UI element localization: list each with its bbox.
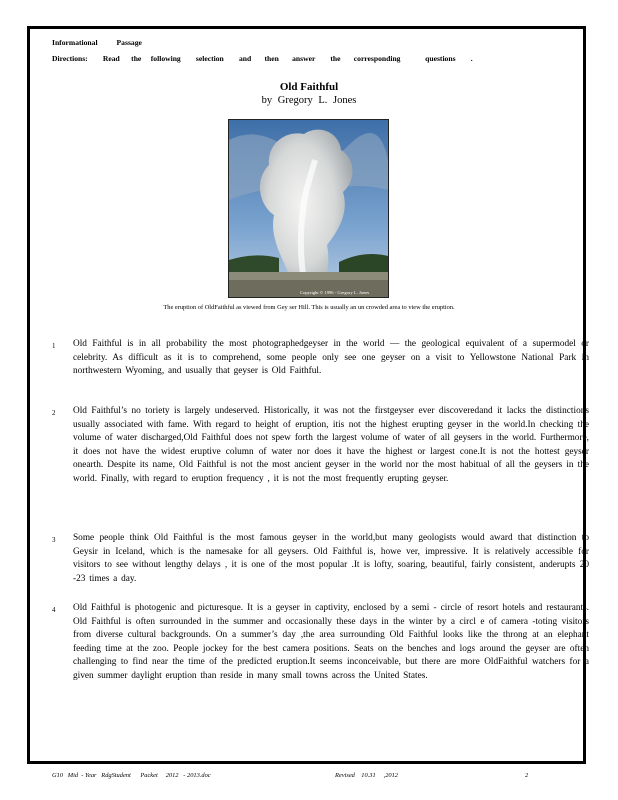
photo-credit: Copyright © 1996 - Gregory L. Jones [300,290,370,295]
geyser-photo [228,119,389,298]
article-byline: by Gregory L. Jones [261,95,357,106]
paragraph-text: Old Faithful is in all probability the most photographedgeyser in the world — the geological equivalent of a supermodel or celebrity. As difficult as it is to comprehend, some people only see one geyser on a visit to Yellowstone National Park in northwestern Wyoming, and usually that geyser is Old Faithful. [73,339,589,377]
paragraph-text: Old Faithful is photogenic and picturesque. It is a geyser in captivity, enclosed by a semi - circle of resort hotels and restaurants. Old Faithful is often surrounded in the summer and occasionally these days in the winter by a circl e of camera -toting visitors from diverse cultural backgrounds. On a summer’s day ,the area surrounding Old Faithful looks like the throng at an elephant feeding time at the zoo. People jockey for the best camera positions. Seats on the benches and logs around the geyser are often challenging to find near the time of the predicted eruption.It seems inconceivable, but there are more OldFaithful watchers for a given summer daylight eruption than reside in many small towns across the United States. [73,603,589,681]
paragraph-text: Old Faithful’s no toriety is largely undeserved. Historically, it was not the firstgeyser ever discoveredand it lacks the distinctions usually associated with fame. With regard to height of eruption, itis not the highest erupting geyser in the world.In checking the volume of water discharged,Old Faithful does not spew forth the largest volume of water of all geysers in the world. Furthermore, it does not have the widest eruptive column of water nor does it have the highest or largest cone.It is not the hottest geyser onearth. Despite its name, Old Faithful is not the most ancient geyser in the world nor the most habitual of all the geysers in the world. Finally, with regard to eruption frequency , it is not the most frequently erupting geyser. [73,406,589,484]
paragraph-number: 1 [52,342,56,350]
footer-filename: G10 Mid - Year RdgStudent Packet 2012 - 2013.doc [52,772,211,779]
paragraph-number: 2 [52,409,56,417]
photo-caption: The eruption of OldFaithful as viewed from Gey ser Hill. This is usually an un crowded area to view the eruption. [163,304,455,311]
article-title: Old Faithful [279,81,339,93]
paragraph-number: 4 [52,606,56,614]
paragraph-text: Some people think Old Faithful is the most famous geyser in the world,but many geologists would award that distinction to Geysir in Iceland, which is the namesake for all geysers. Old Faithful is, howe ver, impressive. It is relatively accessible for visitors to see without lengthy delays , it is one of the most popular .It is lofty, soaring, beautiful, fairly consistent, anderupts 20 -23 times a day. [73,533,589,584]
footer-revised-date: Revised 10.31 ,2012 [335,772,399,779]
passage-type-label: Informational Passage [52,38,142,47]
directions-line: Directions: Read the following selection and then answer the corresponding questions . [52,54,473,63]
footer-page-number: 2 [525,772,529,779]
paragraph-number: 3 [52,536,56,544]
